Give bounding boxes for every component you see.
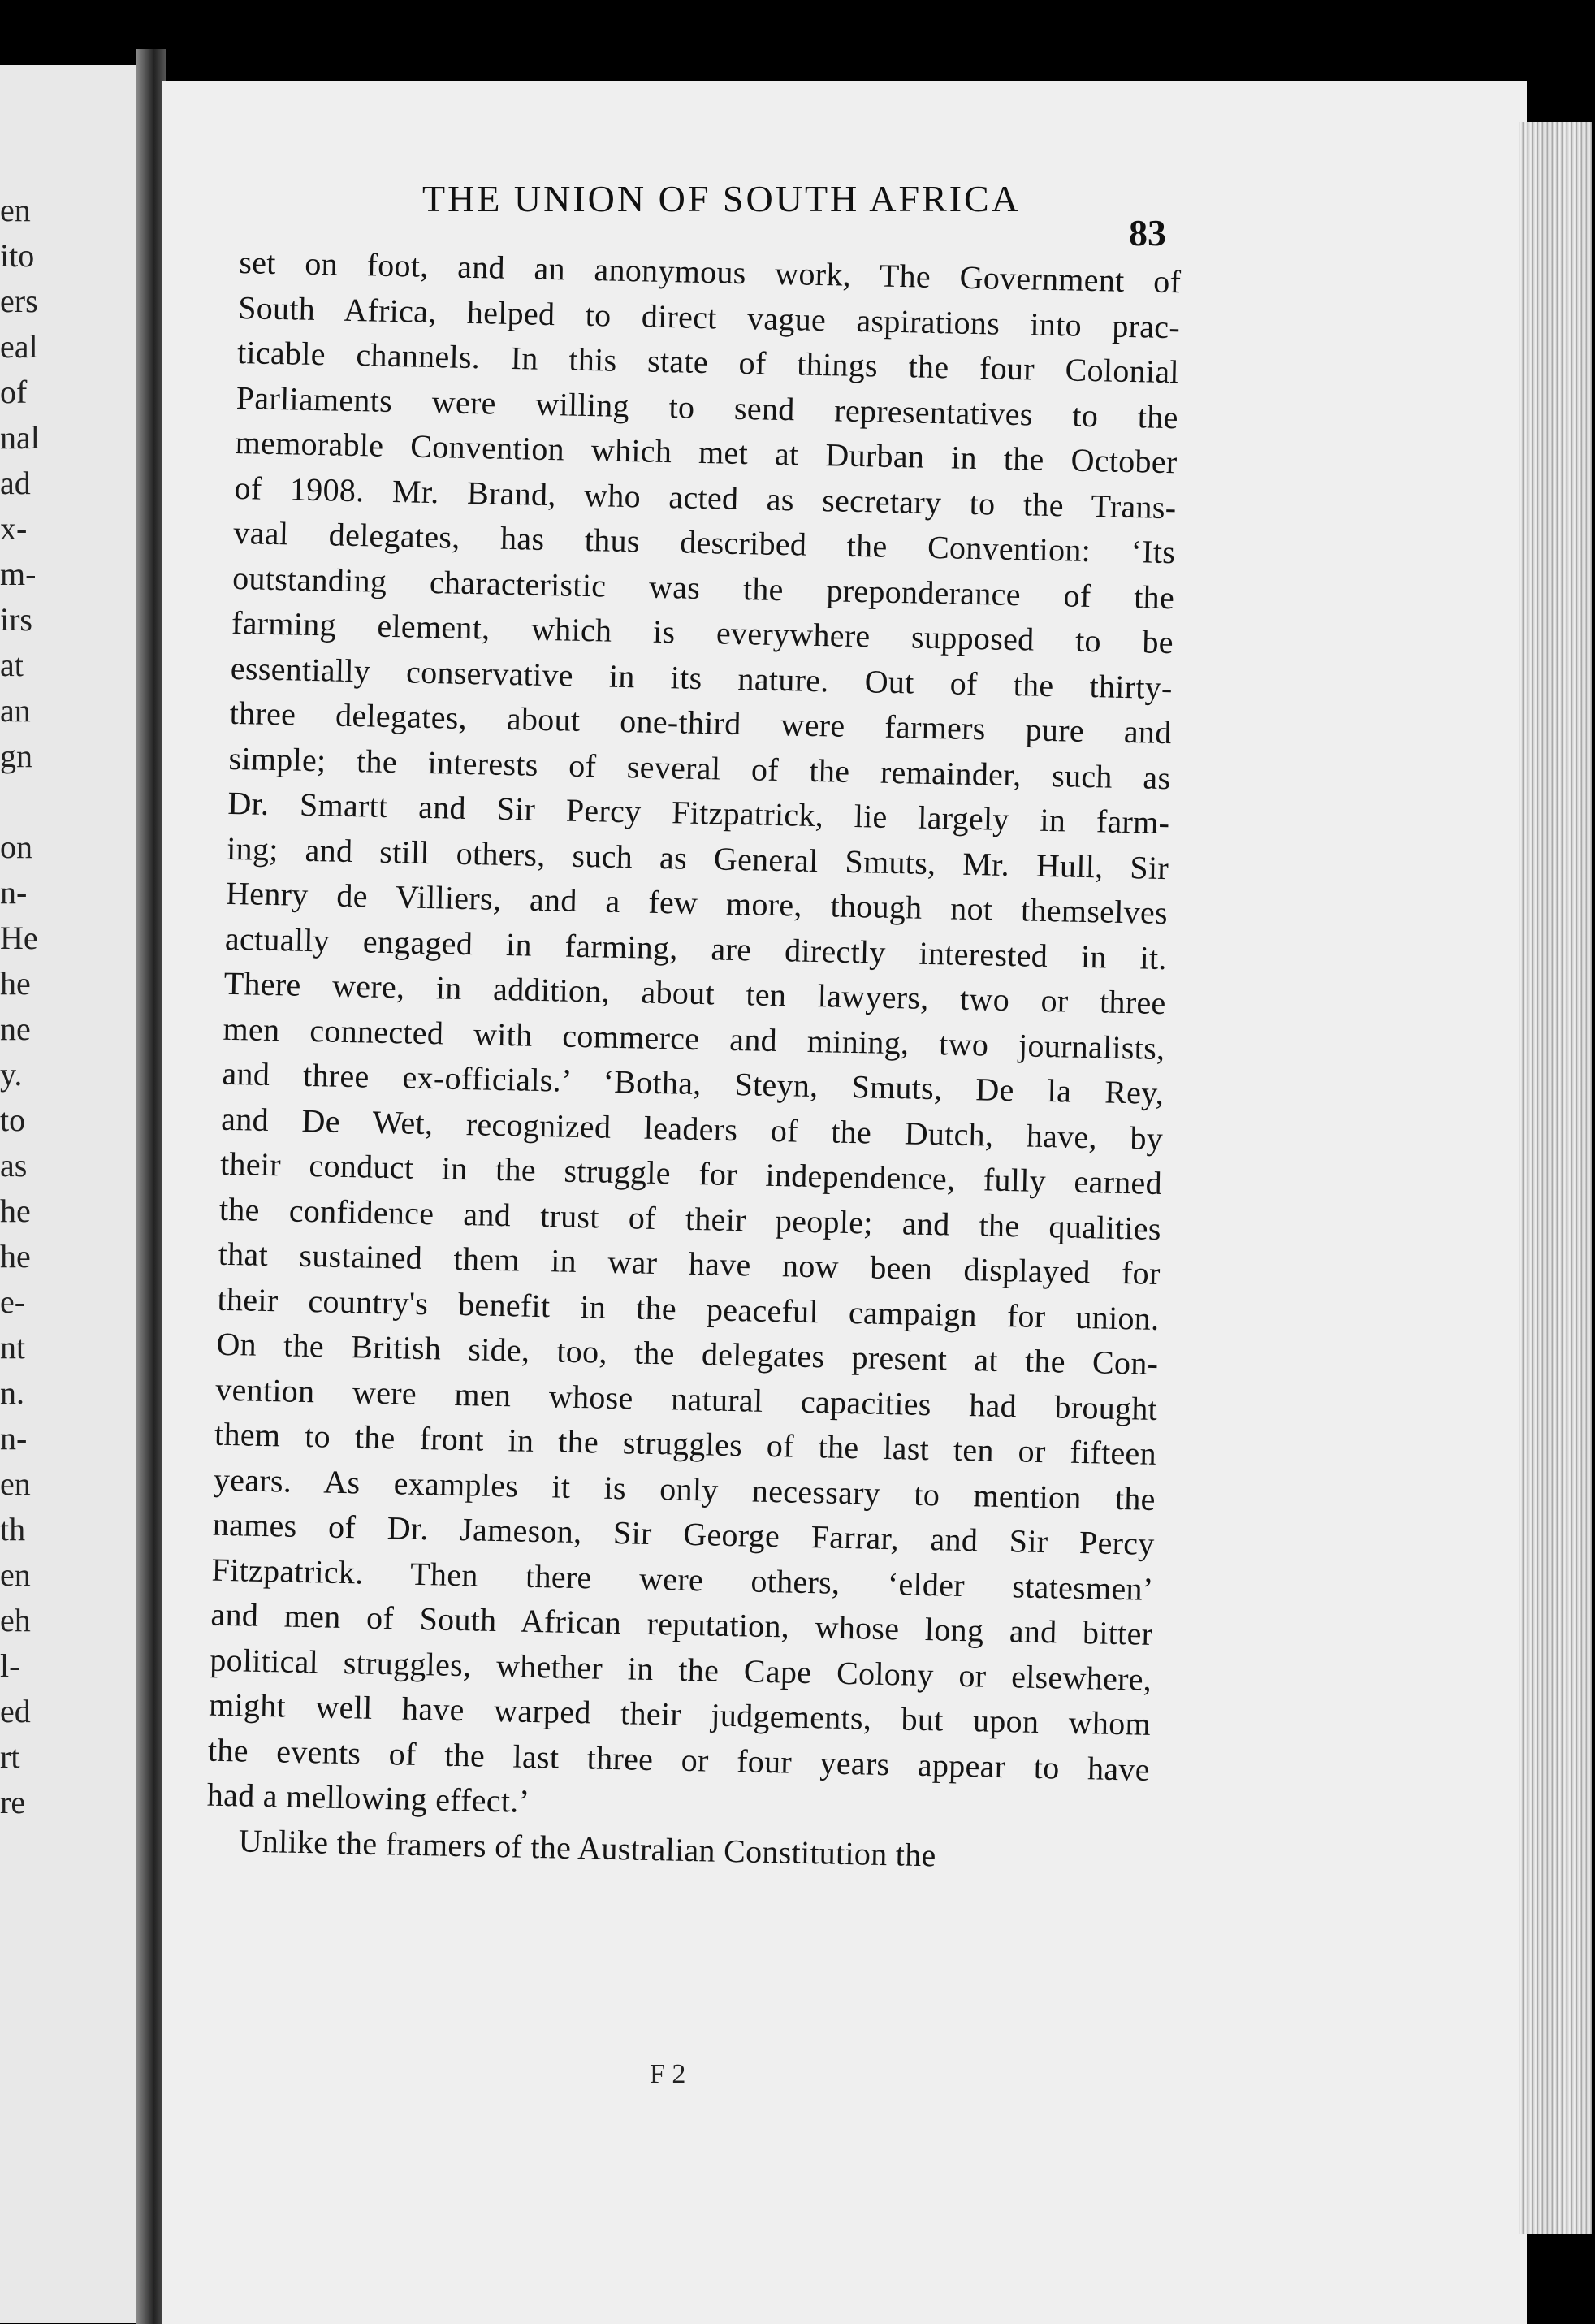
text-line: Fitzpatrick. Then there were others, ‘elder statesmen’ (211, 1551, 1154, 1608)
text-line: and De Wet, recognized leaders of the Dutch, have, by (220, 1100, 1164, 1157)
text-line: that sustained them in war have now been displayed for (218, 1235, 1161, 1292)
facing-page-text-fragment: he (0, 1192, 31, 1229)
facing-page-text-fragment: as (0, 1147, 28, 1184)
facing-page-text-fragment: gn (0, 738, 32, 774)
facing-page-text-fragment: th (0, 1511, 26, 1547)
text-line: of 1908. Mr. Brand, who acted as secretary to the Trans- (234, 469, 1177, 526)
signature-mark: F 2 (650, 2059, 686, 2089)
text-line: South Africa, helped to direct vague aspirations into prac- (237, 288, 1181, 345)
text-line: actually engaged in farming, are directly interested in it. (224, 920, 1168, 976)
facing-page-text-fragment: ito (0, 237, 35, 274)
text-line: Unlike the framers of the Australian Constitution the (238, 1821, 937, 1873)
text-line: vention were men whose natural capacities had brought (214, 1370, 1158, 1427)
running-head: THE UNION OF SOUTH AFRICA (422, 178, 1021, 219)
text-line: the confidence and trust of their people; and the qualities (218, 1190, 1162, 1247)
text-line: memorable Convention which met at Durban in the October (235, 423, 1178, 481)
facing-page-text-fragment: at (0, 647, 24, 683)
text-line: years. As examples it is only necessary to mention the (213, 1461, 1156, 1517)
book-gutter (136, 49, 166, 2324)
text-line: their conduct in the struggle for independence, fully earned (219, 1145, 1163, 1202)
text-line: might well have warped their judgements, but upon whom (208, 1686, 1152, 1742)
text-line: and three ex-officials.’ ‘Botha, Steyn, Smuts, De la Rey, (222, 1054, 1165, 1112)
facing-page-fragment (0, 65, 146, 2323)
text-line: On the British side, too, the delegates present at the Con- (216, 1325, 1159, 1382)
text-line: essentially conservative in its nature. Out of the thirty- (230, 649, 1174, 706)
facing-page-text-fragment: l- (0, 1647, 20, 1684)
facing-page-text-fragment: x- (0, 510, 28, 547)
facing-page-text-fragment: re (0, 1784, 26, 1820)
text-line: set on foot, and an anonymous work, The Government of (238, 243, 1182, 301)
text-line: three delegates, about one-third were farmers pure and (229, 694, 1173, 751)
body-text (205, 240, 1182, 1882)
facing-page-text-fragment: nal (0, 419, 40, 456)
text-line: farming element, which is everywhere supposed to be (231, 604, 1174, 661)
text-line: outstanding characteristic was the preponderance of the (231, 559, 1175, 616)
text-line: simple; the interests of several of the remainder, such as (228, 739, 1171, 796)
facing-page-text-fragment: ad (0, 465, 31, 501)
page-edges (1519, 122, 1592, 2234)
text-line: them to the front in the struggles of the last ten or fifteen (214, 1415, 1157, 1472)
text-line: There were, in addition, about ten lawyers, two or three (223, 964, 1167, 1022)
text-line: men connected with commerce and mining, two journalists, (223, 1010, 1165, 1067)
facing-page-text-fragment: n- (0, 1420, 28, 1456)
facing-page-text-fragment: ers (0, 283, 38, 319)
facing-page-text-fragment: nt (0, 1329, 26, 1365)
text-line: ing; and still others, such as General Smuts, Mr. Hull, Sir (226, 829, 1169, 886)
text-line: vaal delegates, has thus described the Convention: ‘Its (232, 513, 1176, 571)
text-line: the events of the last three or four years appear to have (207, 1731, 1151, 1788)
facing-page-text-fragment: eh (0, 1602, 31, 1638)
facing-page-text-fragment: en (0, 1465, 31, 1502)
page-number: 83 (1129, 212, 1166, 253)
text-line: political struggles, whether in the Cape Colony or elsewhere, (209, 1641, 1152, 1698)
book-page (162, 81, 1527, 2324)
text-line: and men of South African reputation, whose long and bitter (210, 1595, 1153, 1652)
text-line: ticable channels. In this state of things the four Colonial (236, 333, 1180, 391)
text-line: names of Dr. Jameson, Sir George Farrar, and Sir Percy (212, 1505, 1156, 1562)
facing-page-text-fragment: he (0, 965, 31, 1002)
facing-page-text-fragment: He (0, 920, 38, 956)
facing-page-text-fragment: rt (0, 1738, 20, 1775)
facing-page-text-fragment: e- (0, 1283, 26, 1320)
facing-page-text-fragment: m- (0, 556, 37, 592)
facing-page-text-fragment: n. (0, 1374, 24, 1411)
facing-page-text-fragment: of (0, 374, 28, 410)
facing-page-text-fragment: irs (0, 601, 32, 638)
text-line: Parliaments were willing to send representatives to the (236, 379, 1179, 435)
facing-page-text-fragment: on (0, 829, 32, 865)
text-line: Henry de Villiers, and a few more, though not themselves (225, 874, 1169, 932)
facing-page-text-fragment: eal (0, 328, 38, 365)
facing-page-text-fragment: to (0, 1101, 26, 1138)
facing-page-text-fragment: ed (0, 1693, 31, 1729)
facing-page-text-fragment: en (0, 192, 31, 228)
text-line: had a mellowing effect.’ (206, 1776, 530, 1820)
text-line: Dr. Smartt and Sir Percy Fitzpatrick, lie largely in farm- (227, 784, 1170, 842)
facing-page-text-fragment: an (0, 692, 31, 729)
text-line: their country's benefit in the peaceful campaign for union. (217, 1280, 1160, 1337)
facing-page-text-fragment: he (0, 1238, 31, 1275)
facing-page-text-fragment: n- (0, 874, 28, 911)
facing-page-text-fragment: ne (0, 1011, 31, 1047)
facing-page-text-fragment: en (0, 1556, 31, 1593)
facing-page-text-fragment: y. (0, 1056, 23, 1093)
